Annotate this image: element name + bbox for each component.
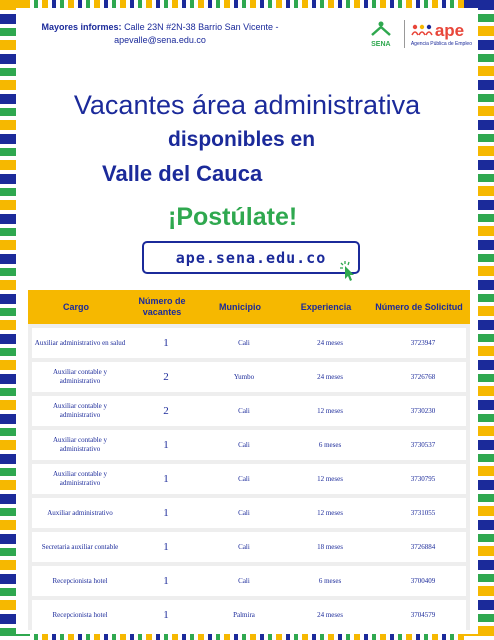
cell-solicitud: 3704579 [410,611,436,619]
cell-vacantes: 1 [163,439,169,451]
cell-municipio: Palmira [233,611,255,619]
cell-solicitud: 3730537 [410,441,436,449]
cell-vacantes: 1 [163,609,169,621]
cell-cargo: Auxiliar contable y administrativo [52,470,108,487]
title-line-1: Vacantes área administrativa [73,90,421,120]
cell-cargo: Auxiliar administrativo [47,508,113,517]
contact-info [20,21,300,47]
cell-solicitud: 3730230 [410,407,436,415]
cell-experiencia: 24 meses [317,373,343,381]
cell-cargo: Auxiliar contable y administrativo [52,402,108,419]
title-line-2: disponibles en [168,128,316,151]
cell-vacantes: 1 [163,541,169,553]
cell-cargo: Recepcionista hotel [52,610,108,619]
table-row [32,362,466,392]
people-icon [411,24,433,39]
title-line-4: ¡Postúlate! [168,203,298,231]
table-row [32,328,466,358]
ape-logo [411,21,472,47]
header-solicitud: Número de Solicitud [375,301,463,312]
cell-experiencia: 6 meses [318,577,342,585]
cell-cargo: Auxiliar contable y administrativo [52,436,108,453]
cell-experiencia: 12 meses [317,407,343,415]
cell-municipio: Cali [238,441,250,449]
cell-municipio: Yumbo [233,373,255,381]
table-row [32,498,466,528]
table-row [32,464,466,494]
contact-email[interactable]: apevalle@sena.edu.co [114,35,206,45]
cell-cargo: Auxiliar contable y administrativo [52,368,108,385]
table-row [32,600,466,630]
cell-municipio: Cali [238,509,250,517]
cell-municipio: Cali [238,407,250,415]
cell-municipio: Cali [238,543,250,551]
cell-solicitud: 3700409 [410,577,436,585]
cell-municipio: Cali [238,577,250,585]
cell-cargo: Secretaria auxiliar contable [41,542,119,551]
cell-vacantes: 1 [163,507,169,519]
cell-cargo: Auxiliar administrativo en salud [34,338,126,347]
contact-label: Mayores informes: [41,22,122,32]
cell-experiencia: 24 meses [317,339,343,347]
flyer-sheet [16,8,478,634]
cell-experiencia: 24 meses [317,611,343,619]
website-link[interactable]: ape.sena.edu.co [142,241,360,274]
cell-vacantes: 1 [163,575,169,587]
table-row [32,532,466,562]
vacancies-table [28,290,470,630]
logos [364,17,472,51]
cell-vacantes: 2 [163,405,169,417]
cell-vacantes: 2 [163,371,169,383]
header-cargo: Cargo [62,301,89,312]
cell-experiencia: 6 meses [318,441,342,449]
header-vacantes: Número de vacantes [138,296,186,317]
sena-logo [364,17,398,51]
cell-solicitud: 3723947 [410,339,436,347]
ape-logo-subtitle: Agencia Pública de Empleo [410,41,472,47]
cell-cargo: Recepcionista hotel [52,576,108,585]
cell-solicitud: 3730795 [410,475,436,483]
cursor-click-icon [338,260,362,282]
ape-logo-text: ape [434,21,465,40]
table-header [28,290,470,324]
cell-solicitud: 3726884 [410,543,436,551]
cell-solicitud: 3726768 [410,373,436,381]
table-row [32,430,466,460]
sena-icon [370,21,392,41]
contact-address: Calle 23N #2N-38 Barrio San Vicente - [124,22,279,32]
table-row [32,396,466,426]
logo-divider [404,20,405,48]
sena-logo-text: SENA [371,40,391,48]
header-experiencia: Experiencia [300,301,352,312]
header-bar [16,8,478,60]
header-municipio: Municipio [219,301,261,312]
table-body [28,328,470,630]
cell-experiencia: 12 meses [317,475,343,483]
cell-vacantes: 1 [163,473,169,485]
title-line-3: Valle del Cauca [102,161,263,186]
cell-experiencia: 12 meses [317,509,343,517]
cell-vacantes: 1 [163,337,169,349]
table-row [32,566,466,596]
cell-municipio: Cali [238,475,250,483]
cell-experiencia: 18 meses [317,543,343,551]
cell-solicitud: 3731055 [410,509,436,517]
cell-municipio: Cali [238,339,250,347]
